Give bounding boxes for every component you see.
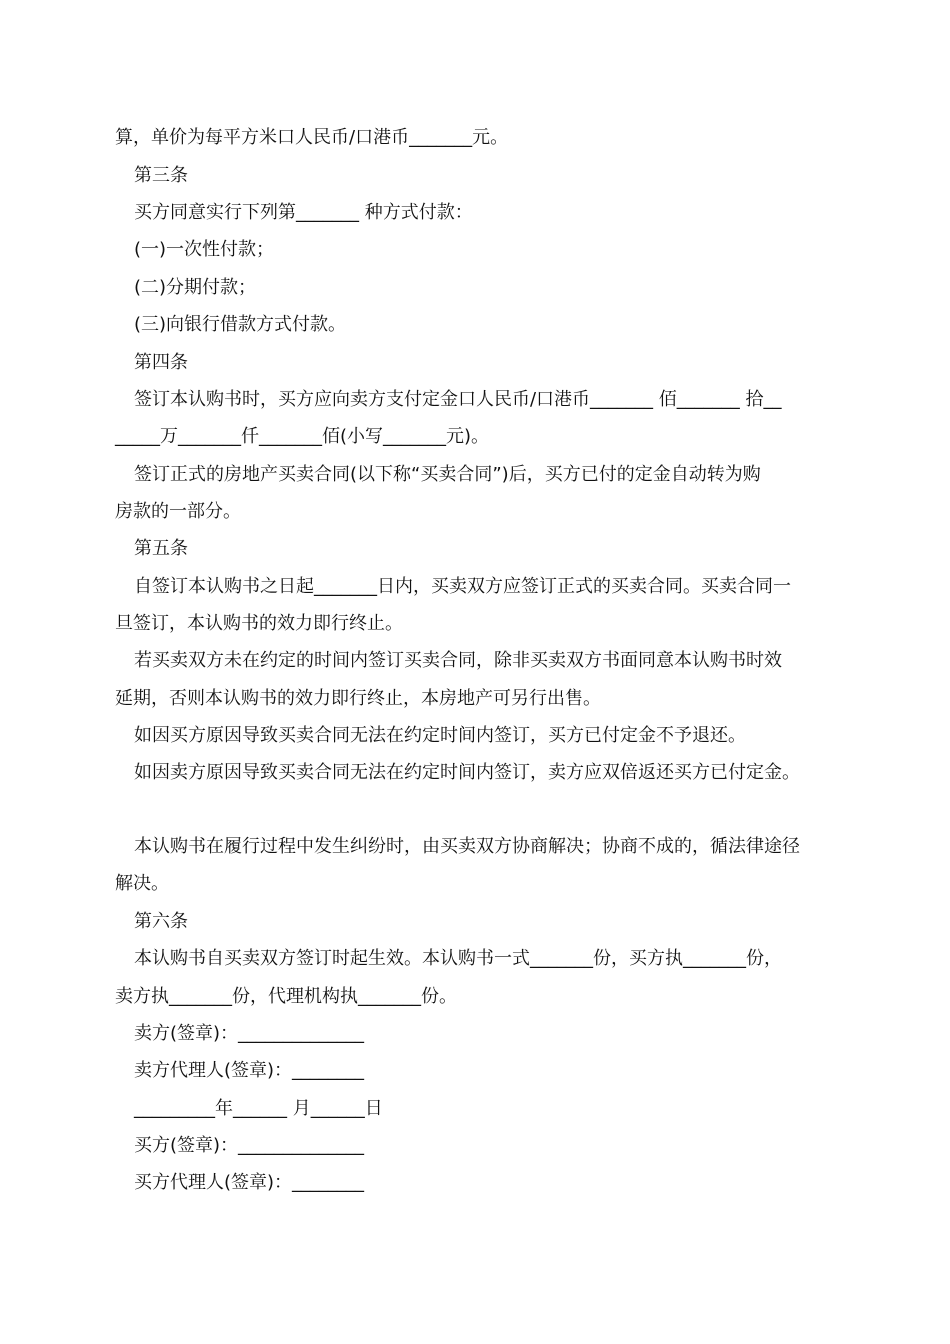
text-line: 本认购书自买卖双方签订时起生效。本认购书一式_______份，买方执_______份， bbox=[134, 948, 782, 969]
text-line: 签订本认购书时，买方应向卖方支付定金口人民币/口港币_______ 佰_______ 拾__ bbox=[134, 389, 782, 410]
text-line: 解决。 bbox=[115, 873, 169, 894]
signature-line-seller-agent: 卖方代理人(签章)：________ bbox=[134, 1060, 365, 1081]
text-line: 房款的一部分。 bbox=[115, 501, 241, 522]
text-line: _____万_______仟_______佰(小写_______元)。 bbox=[115, 426, 490, 447]
text-line: 延期，否则本认购书的效力即行终止，本房地产可另行出售。 bbox=[115, 688, 601, 709]
text-line: 算，单价为每平方米口人民币/口港币_______元。 bbox=[115, 127, 509, 148]
article-heading: 第五条 bbox=[134, 538, 188, 559]
article-heading: 第三条 bbox=[134, 165, 188, 186]
list-item: (三)向银行借款方式付款。 bbox=[134, 314, 347, 335]
text-line: 如因买方原因导致买卖合同无法在约定时间内签订，买方已付定金不予退还。 bbox=[134, 725, 746, 746]
signature-line-buyer: 买方(签章)：______________ bbox=[134, 1135, 365, 1156]
date-line: _________年______ 月______日 bbox=[134, 1098, 383, 1119]
text-line: 买方同意实行下列第_______ 种方式付款： bbox=[134, 202, 473, 223]
list-item: (二)分期付款； bbox=[134, 277, 257, 298]
text-line: 自签订本认购书之日起_______日内，买卖双方应签订正式的买卖合同。买卖合同一 bbox=[134, 576, 791, 597]
text-line: 签订正式的房地产买卖合同(以下称“买卖合同”)后，买方已付的定金自动转为购 bbox=[134, 464, 761, 485]
list-item: (一)一次性付款； bbox=[134, 239, 275, 260]
article-heading: 第四条 bbox=[134, 352, 188, 373]
signature-line-buyer-agent: 买方代理人(签章)：________ bbox=[134, 1172, 365, 1193]
text-line: 若买卖双方未在约定的时间内签订买卖合同，除非买卖双方书面同意本认购书时效 bbox=[134, 650, 782, 671]
text-line: 本认购书在履行过程中发生纠纷时，由买卖双方协商解决；协商不成的，循法律途径 bbox=[134, 836, 800, 857]
signature-line-seller: 卖方(签章)：______________ bbox=[134, 1023, 365, 1044]
text-line: 如因卖方原因导致买卖合同无法在约定时间内签订，卖方应双倍返还买方已付定金。 bbox=[134, 762, 800, 783]
article-heading: 第六条 bbox=[134, 911, 188, 932]
text-line: 卖方执_______份，代理机构执_______份。 bbox=[115, 986, 457, 1007]
text-line: 旦签订，本认购书的效力即行终止。 bbox=[115, 613, 403, 634]
